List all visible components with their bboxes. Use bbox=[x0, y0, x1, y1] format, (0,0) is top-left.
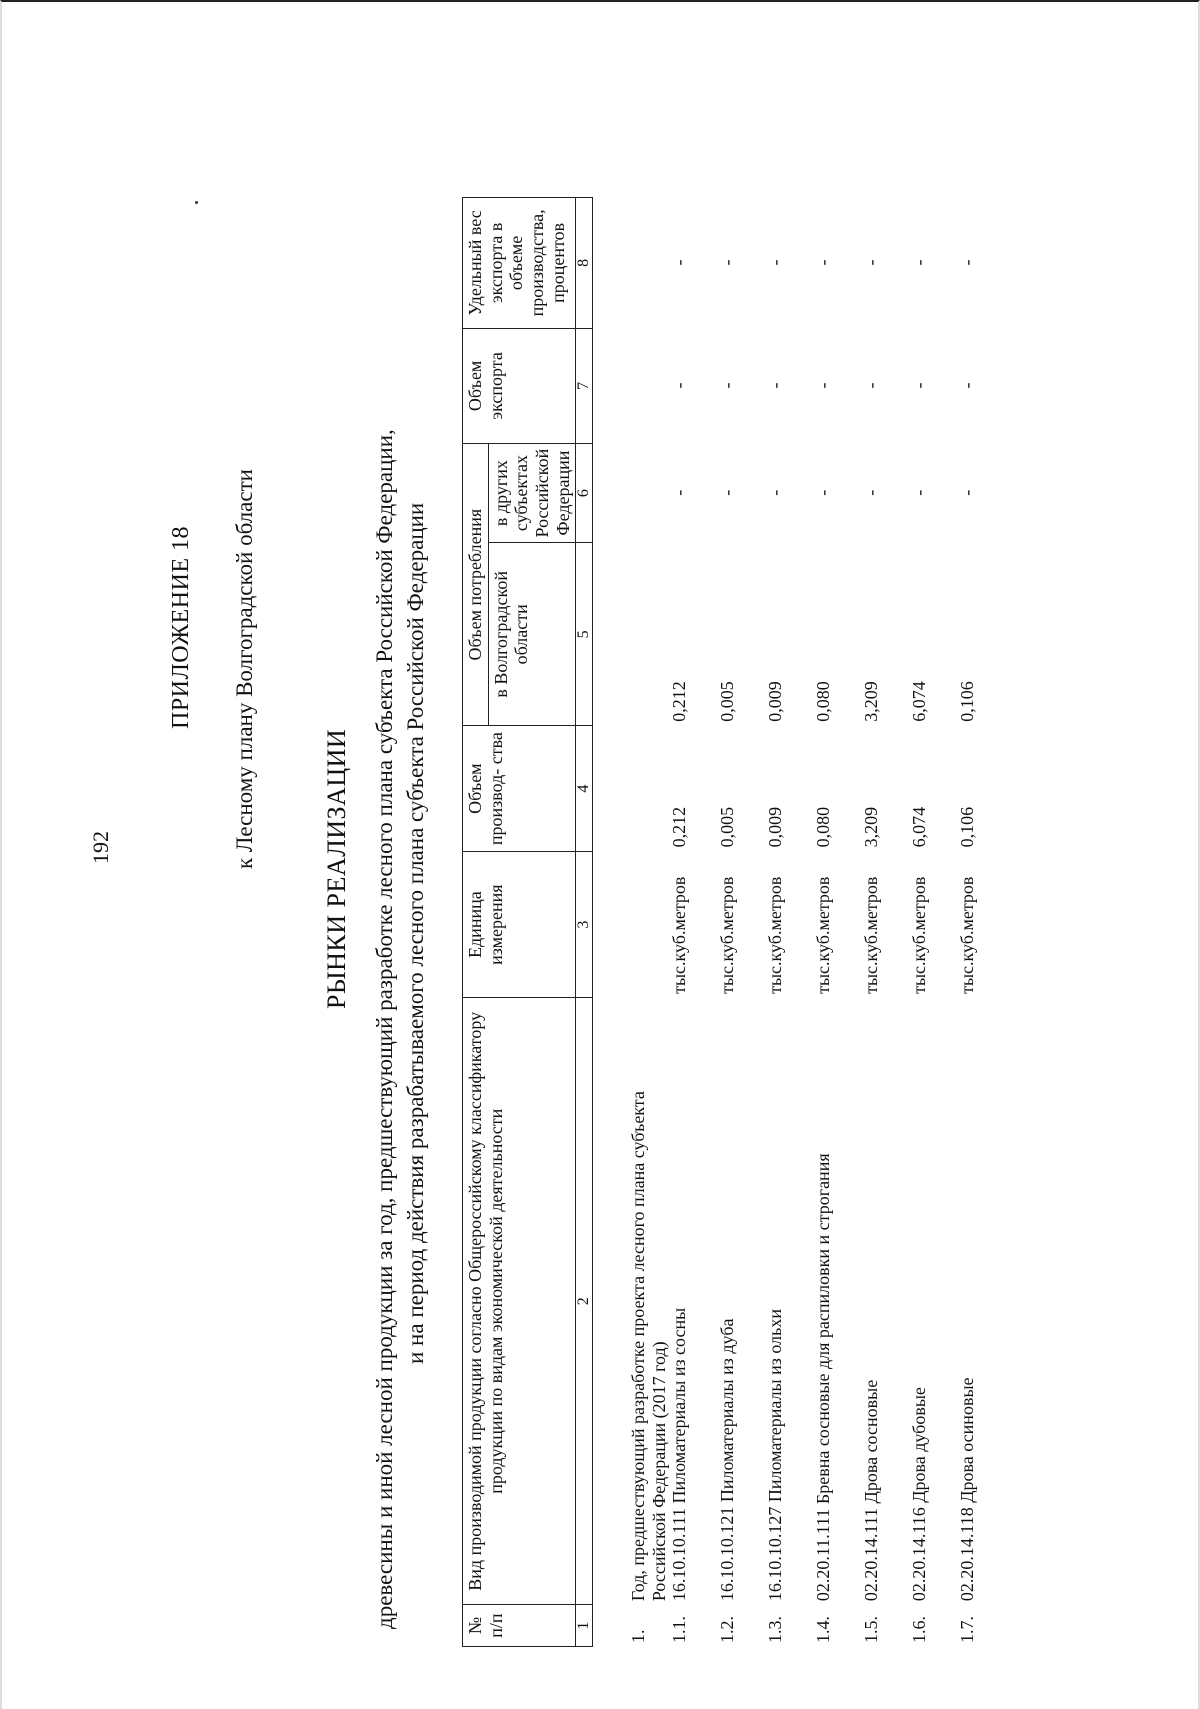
row-consumption-region: 0,212 bbox=[669, 681, 690, 722]
row-product: 02.20.11.111 Бревна сосновые для распиловки и строгания bbox=[813, 1153, 834, 1602]
row-export: - bbox=[813, 382, 834, 389]
row-unit: тыс.куб.метров bbox=[957, 876, 978, 994]
row-consumption-region: 0,009 bbox=[765, 681, 786, 722]
row-number: 1.3. bbox=[765, 1616, 786, 1643]
column-number: 5 bbox=[576, 543, 593, 726]
row-export: - bbox=[957, 382, 978, 389]
appendix-subtitle: к Лесному плану Волгоградской области bbox=[232, 469, 257, 869]
row-product: 02.20.14.118 Дрова осиновые bbox=[957, 1377, 978, 1602]
row-consumption-other: - bbox=[669, 489, 690, 496]
row-unit: тыс.куб.метров bbox=[861, 876, 882, 994]
table-row bbox=[909, 197, 957, 1647]
header-col-unit: Единица измерения bbox=[463, 851, 576, 997]
document-title: РЫНКИ РЕАЛИЗАЦИИ bbox=[322, 728, 351, 1009]
row-export: - bbox=[909, 382, 930, 389]
row-number: 1.5. bbox=[861, 1616, 882, 1643]
table-row bbox=[669, 197, 717, 1647]
row-consumption-region: 3,209 bbox=[861, 681, 882, 722]
header-col-production: Объем производ- ства bbox=[463, 726, 576, 852]
row-production: 0,106 bbox=[957, 806, 978, 848]
row-product: 16.10.10.121 Пиломатериалы из дуба bbox=[717, 1318, 738, 1602]
row-consumption-other: - bbox=[717, 489, 738, 496]
row-number: 1.2. bbox=[717, 1616, 738, 1643]
section-row bbox=[628, 197, 669, 1647]
table-row bbox=[765, 197, 813, 1647]
table-row bbox=[717, 197, 765, 1647]
row-number: 1.6. bbox=[909, 1616, 930, 1643]
column-number: 1 bbox=[576, 1605, 593, 1647]
row-export-share: - bbox=[765, 259, 786, 266]
header-table bbox=[462, 197, 593, 1647]
row-product: 16.10.10.127 Пиломатериалы из ольхи bbox=[765, 1309, 786, 1602]
header-col-product: Вид производимой продукции согласно Общероссийскому классификатору продукции по видам экономической деятельности bbox=[463, 998, 576, 1605]
row-consumption-other: - bbox=[813, 489, 834, 496]
table-row bbox=[813, 197, 861, 1647]
table-row bbox=[957, 197, 1005, 1647]
row-export-share: - bbox=[717, 259, 738, 266]
row-unit: тыс.куб.метров bbox=[669, 876, 690, 994]
row-consumption-region: 0,080 bbox=[813, 681, 834, 722]
row-export-share: - bbox=[909, 259, 930, 266]
row-consumption-region: 6,074 bbox=[909, 681, 930, 722]
row-export: - bbox=[717, 382, 738, 389]
row-export-share: - bbox=[861, 259, 882, 266]
header-col-export-share: Удельный вес экспорта в объеме производства, процентов bbox=[463, 198, 576, 329]
row-consumption-other: - bbox=[765, 489, 786, 496]
row-product: 02.20.14.116 Дрова дубовые bbox=[909, 1387, 930, 1602]
column-number: 4 bbox=[576, 726, 593, 852]
row-consumption-region: 0,106 bbox=[957, 681, 978, 722]
header-col-consumption-region: в Волгоградской области bbox=[488, 543, 576, 726]
row-consumption-region: 0,005 bbox=[717, 681, 738, 722]
header-col-consumption-other: в других субъектах Российской Федерации bbox=[488, 443, 576, 542]
section-label: Год, предшествующий разработке проекта лесного плана субъекта Российской Федерации (2017 год) bbox=[628, 1091, 669, 1602]
header-col-number: № п/п bbox=[463, 1605, 576, 1647]
row-number: 1.1. bbox=[669, 1616, 690, 1643]
row-consumption-other: - bbox=[861, 489, 882, 496]
row-production: 0,005 bbox=[717, 806, 738, 848]
table-row bbox=[861, 197, 909, 1647]
row-production: 0,009 bbox=[765, 806, 786, 848]
row-export-share: - bbox=[813, 259, 834, 266]
row-number: 1.7. bbox=[957, 1616, 978, 1643]
row-unit: тыс.куб.метров bbox=[717, 876, 738, 994]
row-product: 02.20.14.111 Дрова сосновые bbox=[861, 1379, 882, 1602]
column-number: 2 bbox=[576, 998, 593, 1605]
row-unit: тыс.куб.метров bbox=[909, 876, 930, 994]
row-production: 0,212 bbox=[669, 806, 690, 848]
document-subtitle-line1: древесины и иной лесной продукции за год, предшествующий разработке лесного плана субъекта Российской Федерации, bbox=[372, 429, 397, 1629]
column-number: 8 bbox=[576, 198, 593, 329]
column-number: 7 bbox=[576, 328, 593, 443]
row-unit: тыс.куб.метров bbox=[813, 876, 834, 994]
column-number: 3 bbox=[576, 851, 593, 997]
row-export-share: - bbox=[957, 259, 978, 266]
row-consumption-other: - bbox=[957, 489, 978, 496]
row-export: - bbox=[669, 382, 690, 389]
row-export: - bbox=[861, 382, 882, 389]
row-production: 3,209 bbox=[861, 806, 882, 848]
data-table bbox=[628, 197, 1005, 1647]
section-number: 1. bbox=[628, 1629, 648, 1643]
row-production: 6,074 bbox=[909, 806, 930, 848]
row-unit: тыс.куб.метров bbox=[765, 876, 786, 994]
row-number: 1.4. bbox=[813, 1616, 834, 1643]
header-col-export: Объем экспорта bbox=[463, 328, 576, 443]
header-consumption-group: Объем потребления bbox=[463, 443, 489, 725]
appendix-title: ПРИЛОЖЕНИЕ 18 bbox=[168, 525, 194, 729]
column-number: 6 bbox=[576, 443, 593, 542]
row-consumption-other: - bbox=[909, 489, 930, 496]
row-export: - bbox=[765, 382, 786, 389]
page-number: 192 bbox=[88, 831, 113, 864]
row-production: 0,080 bbox=[813, 806, 834, 848]
scan-speck bbox=[195, 201, 198, 204]
row-product: 16.10.10.111 Пиломатериалы из сосны bbox=[669, 1307, 690, 1602]
document-subtitle-line2: и на период действия разрабатываемого лесного плана субъекта Российской Федерации bbox=[403, 502, 428, 1364]
row-export-share: - bbox=[669, 259, 690, 266]
